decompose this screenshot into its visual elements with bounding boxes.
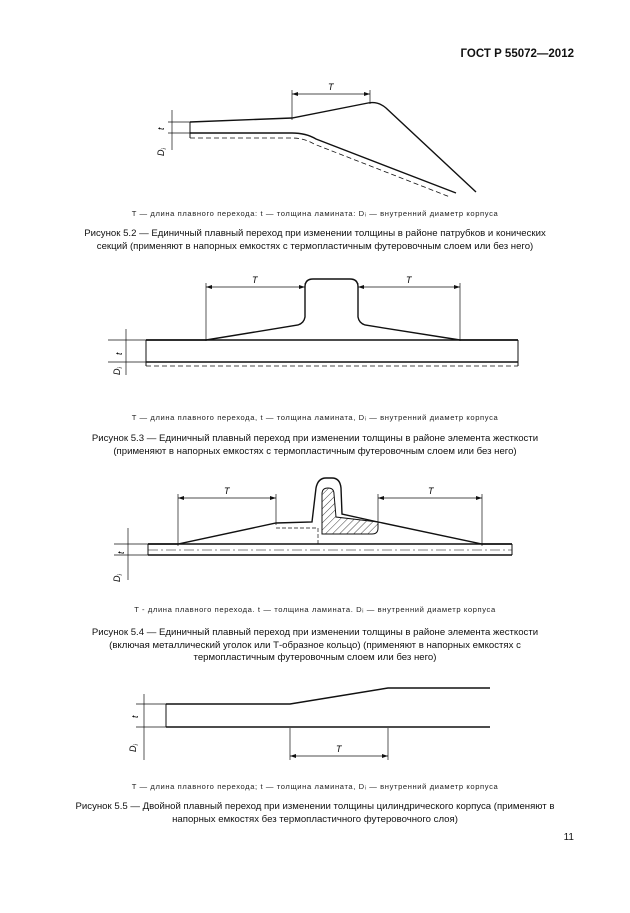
figure-5-5-drawing: [0, 680, 630, 770]
figure-5-5-caption: Рисунок 5.5 — Двойной плавный переход при изменении толщины цилиндрического корпуса (применяют в напорных емкостях без термопластичного футеровочного слоя): [75, 801, 555, 825]
figure-5-2-legend: T — длина плавного перехода: t — толщина ламината: Dᵢ — внутренний диаметр корпуса: [131, 209, 499, 218]
dim-Di-label: $D_i$: [156, 148, 168, 156]
dim-t-label: t: [130, 715, 140, 718]
dim-Di-subscript: i: [118, 574, 124, 576]
dim-T-left-label: T: [224, 486, 230, 496]
standard-header: ГОСТ Р 55072—2012: [460, 48, 574, 60]
figure-5-4-drawing: [0, 470, 630, 595]
dim-T-right-label: T: [406, 275, 412, 285]
page-number: 11: [563, 832, 574, 843]
figure-5-3-caption: Рисунок 5.3 — Единичный плавный переход при изменении толщины в районе элемента жесткости (применяют в напорных емкостях с термопластичным футеровочным слоем или без него): [91, 433, 539, 457]
figure-5-4-legend: T - длина плавного перехода. t — толщина ламината. Dᵢ — внутренний диаметр корпуса: [134, 605, 496, 614]
figure-5-3-legend: T — длина плавного перехода, t — толщина ламината, Dᵢ — внутренний диаметр корпуса: [131, 413, 499, 422]
dim-Di-subscript: i: [134, 744, 140, 746]
dim-Di-subscript: i: [118, 367, 124, 369]
dim-t-label: t: [116, 551, 126, 554]
figure-5-2-drawing: [0, 70, 630, 200]
dim-Di-subscript: i: [162, 148, 168, 150]
dim-T-label: T: [328, 82, 334, 92]
dim-T-label: T: [336, 744, 342, 754]
dim-Di-label: $D_i$: [112, 367, 124, 375]
figure-5-2-caption: Рисунок 5.2 — Единичный плавный переход при изменении толщины в районе патрубков и конических секций (применяют в напорных емкостях с термопластичным футеровочным слоем или без него): [84, 228, 546, 252]
figure-5-4-caption: Рисунок 5.4 — Единичный плавный переход при изменении толщины в районе элемента жесткости (включая металлический уголок или Т-образное кольцо) (применяют в напорных емкостях с термопластичным футеровочным слоем или без него): [91, 627, 539, 663]
figure-5-3-drawing: [0, 265, 630, 380]
dim-Di-label: $D_i$: [128, 744, 140, 752]
dim-T-right-label: T: [428, 486, 434, 496]
dim-Di-label: $D_i$: [112, 574, 124, 582]
figure-5-5-legend: T — длина плавного перехода; t — толщина ламината, Dᵢ — внутренний диаметр корпуса: [131, 782, 499, 791]
dim-t-label: t: [114, 352, 124, 355]
dim-T-left-label: T: [252, 275, 258, 285]
dim-t-label: t: [156, 127, 166, 130]
